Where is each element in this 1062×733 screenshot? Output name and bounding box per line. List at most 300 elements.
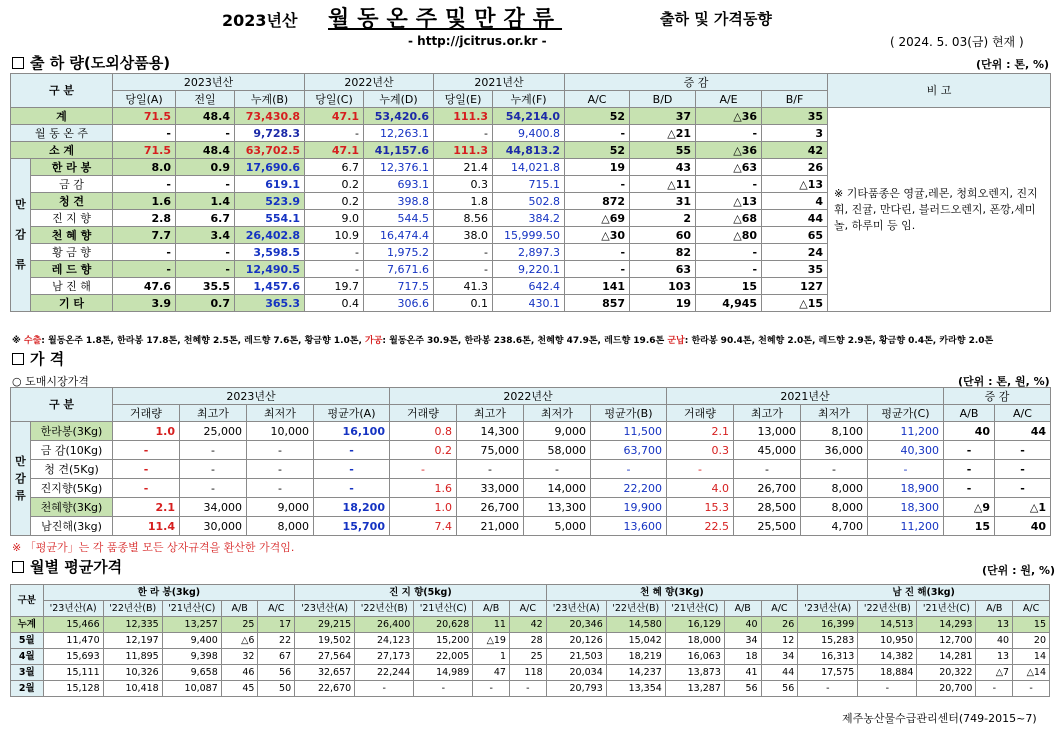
cell-0-9: 13,000 (734, 422, 801, 441)
cell-7-3: 10.9 (305, 227, 364, 244)
cell-7-4: 16,474.4 (364, 227, 434, 244)
cell-1-18: 40 (976, 633, 1013, 649)
cell-7-7: △30 (565, 227, 630, 244)
table-row (11, 498, 1051, 517)
cell-1-13: 34 (724, 633, 761, 649)
cell-3-3: 6.7 (305, 159, 364, 176)
cell-11-1: 0.7 (176, 295, 235, 312)
cell-2-9: - (734, 460, 801, 479)
cell-3-3: 46 (221, 665, 258, 681)
cell-9-7: - (565, 261, 630, 278)
cell-4-6: 13,300 (524, 498, 591, 517)
cell-0-4: 17 (258, 617, 295, 633)
col-sub-0: 거래량 (113, 405, 180, 422)
cell-7-2: 26,402.8 (235, 227, 305, 244)
cell-5-2: 523.9 (235, 193, 305, 210)
cell-1-7: 63,700 (591, 441, 667, 460)
cell-0-10: 35 (762, 108, 828, 125)
cell-2-14: 34 (761, 649, 798, 665)
cell-1-11: 40,300 (868, 441, 944, 460)
cell-2-4: - (390, 460, 457, 479)
cell-5-6: 502.8 (493, 193, 565, 210)
cell-2-4: 41,157.6 (364, 142, 434, 159)
cell-0-7: 52 (565, 108, 630, 125)
col-sub-4: 거래량 (390, 405, 457, 422)
cell-1-10: 36,000 (801, 441, 868, 460)
cell-0-17: 14,293 (917, 617, 976, 633)
cell-4-2: 9,000 (247, 498, 314, 517)
cell-5-1: 30,000 (180, 517, 247, 536)
cell-2-17: 14,281 (917, 649, 976, 665)
row-label: 계 (11, 108, 113, 125)
cell-4-7: - (414, 681, 473, 697)
cell-0-10: 20,346 (546, 617, 606, 633)
cell-1-1: - (180, 441, 247, 460)
cell-1-4: 22 (258, 633, 295, 649)
cell-2-11: 18,219 (606, 649, 665, 665)
cell-6-2: 554.1 (235, 210, 305, 227)
cell-4-16: - (858, 681, 917, 697)
cell-1-3: - (314, 441, 390, 460)
table-row (11, 460, 1051, 479)
cell-0-16: 14,513 (858, 617, 917, 633)
row-label: 누계 (11, 617, 44, 633)
cell-2-5: 111.3 (434, 142, 493, 159)
cell-4-0: 15,128 (43, 681, 103, 697)
cell-1-9: 28 (509, 633, 546, 649)
cell-8-9: - (696, 244, 762, 261)
cell-4-13: △1 (995, 498, 1051, 517)
col-sub-1-3: A/B (473, 601, 510, 617)
cell-4-10: 8,000 (801, 498, 868, 517)
row-label: 기 타 (31, 295, 113, 312)
cell-3-9: 118 (509, 665, 546, 681)
cell-3-3: - (314, 479, 390, 498)
cell-1-15: 15,283 (798, 633, 858, 649)
cell-6-10: 44 (762, 210, 828, 227)
col-sub-1: 최고가 (180, 405, 247, 422)
row-label: 금 감(10Kg) (31, 441, 113, 460)
cell-3-1: 10,326 (103, 665, 162, 681)
cell-9-5: - (434, 261, 493, 278)
cell-2-0: 71.5 (113, 142, 176, 159)
cell-2-10: 42 (762, 142, 828, 159)
cell-3-9: △63 (696, 159, 762, 176)
cell-3-12: 13,873 (665, 665, 724, 681)
col-sub-2-4: A/C (761, 601, 798, 617)
cell-2-7: 22,005 (414, 649, 473, 665)
cell-0-3: 47.1 (305, 108, 364, 125)
cell-4-5: 0.3 (434, 176, 493, 193)
cell-3-5: 21.4 (434, 159, 493, 176)
col-sub-6: 최저가 (524, 405, 591, 422)
cell-7-10: 65 (762, 227, 828, 244)
row-label: 남진해(3kg) (31, 517, 113, 536)
col-sub-0-4: A/C (258, 601, 295, 617)
cell-5-0: 11.4 (113, 517, 180, 536)
shipment-section-title: 출 하 량(도외상품용) (12, 52, 170, 73)
cell-4-8: △11 (630, 176, 696, 193)
cell-2-10: 21,503 (546, 649, 606, 665)
row-label: 한라봉(3Kg) (31, 422, 113, 441)
site-url[interactable]: - http://jcitrus.or.kr - (408, 34, 547, 48)
cell-1-3: △6 (221, 633, 258, 649)
cell-0-13: 40 (724, 617, 761, 633)
cell-8-8: 82 (630, 244, 696, 261)
cell-2-7: - (591, 460, 667, 479)
cell-4-0: 2.1 (113, 498, 180, 517)
cell-2-8: 1 (473, 649, 510, 665)
cell-4-1: - (176, 176, 235, 193)
cell-7-1: 3.4 (176, 227, 235, 244)
cell-2-9: △36 (696, 142, 762, 159)
cell-10-5: 41.3 (434, 278, 493, 295)
col-sub-3-0: '23년산(A) (798, 601, 858, 617)
cell-4-1: 10,418 (103, 681, 162, 697)
cell-1-1: 12,197 (103, 633, 162, 649)
cell-9-2: 12,490.5 (235, 261, 305, 278)
cell-3-8: 47 (473, 665, 510, 681)
cell-5-10: 4,700 (801, 517, 868, 536)
cell-4-17: 20,700 (917, 681, 976, 697)
checkbox-icon (12, 561, 24, 573)
cell-1-16: 10,950 (858, 633, 917, 649)
cell-5-2: 8,000 (247, 517, 314, 536)
cell-4-6: - (355, 681, 414, 697)
cell-11-2: 365.3 (235, 295, 305, 312)
title-year: 2023년산 (222, 11, 298, 30)
cell-11-5: 0.1 (434, 295, 493, 312)
cell-4-1: 34,000 (180, 498, 247, 517)
cell-9-3: - (305, 261, 364, 278)
cell-6-4: 544.5 (364, 210, 434, 227)
cell-5-13: 40 (995, 517, 1051, 536)
cell-2-3: 32 (221, 649, 258, 665)
cell-1-0: - (113, 441, 180, 460)
col-sub-9: 최고가 (734, 405, 801, 422)
cell-6-5: 8.56 (434, 210, 493, 227)
cell-11-9: 4,945 (696, 295, 762, 312)
col-sub-1: 전일 (176, 91, 235, 108)
table-row (11, 649, 1050, 665)
col-sub-9: A/E (696, 91, 762, 108)
shipment-footnote: ※ 수출: 월동온주 1.8톤, 한라봉 17.8톤, 천혜향 2.5톤, 레드향 7.6톤, 황금향 1.0톤, 가공: 월동온주 30.9톤, 한라봉 238.6톤, 천혜향 47.9톤, 레드향 19.6톤 군납: 한라봉 90.4톤, 천혜향 2.0톤, 레드향 2.9톤, 황금향 0.4톤, 카라향 2.0톤 (12, 336, 994, 346)
row-label: 5월 (11, 633, 44, 649)
col-diff: 증 감 (565, 74, 828, 91)
cell-1-8: △21 (630, 125, 696, 142)
cell-10-0: 47.6 (113, 278, 176, 295)
cell-0-8: 37 (630, 108, 696, 125)
cell-10-4: 717.5 (364, 278, 434, 295)
cell-4-0: - (113, 176, 176, 193)
cell-8-1: - (176, 244, 235, 261)
cell-3-4: 56 (258, 665, 295, 681)
cell-2-19: 14 (1013, 649, 1050, 665)
row-label: 3월 (11, 665, 44, 681)
row-label: 천혜향(3Kg) (31, 498, 113, 517)
row-label: 레 드 향 (31, 261, 113, 278)
cell-7-6: 15,999.50 (493, 227, 565, 244)
col-sub-0-2: '21년산(C) (162, 601, 221, 617)
cell-1-8: △19 (473, 633, 510, 649)
side-label-mangam: 만감류 (11, 422, 31, 536)
col-sub-8: B/D (630, 91, 696, 108)
cell-3-2: - (247, 479, 314, 498)
cell-4-9: - (696, 176, 762, 193)
col-year-2021: 2021년산 (434, 74, 565, 91)
price-table (10, 387, 1051, 536)
cell-2-5: - (457, 460, 524, 479)
cell-9-8: 63 (630, 261, 696, 278)
cell-11-3: 0.4 (305, 295, 364, 312)
cell-4-4: 1.0 (390, 498, 457, 517)
cell-0-18: 13 (976, 617, 1013, 633)
price-subsection: ○ 도매시장가격 (12, 375, 89, 388)
row-label: 청 견(5Kg) (31, 460, 113, 479)
row-label: 금 감 (31, 176, 113, 193)
cell-4-6: 715.1 (493, 176, 565, 193)
cell-5-4: 7.4 (390, 517, 457, 536)
cell-0-12: 40 (944, 422, 995, 441)
col-sub-2: 누계(B) (235, 91, 305, 108)
cell-8-3: - (305, 244, 364, 261)
cell-4-4: 693.1 (364, 176, 434, 193)
col-sub-0-0: '23년산(A) (43, 601, 103, 617)
side-label-mangam: 만감류 (11, 159, 31, 312)
cell-10-6: 642.4 (493, 278, 565, 295)
cell-3-7: 14,989 (414, 665, 473, 681)
cell-9-10: 35 (762, 261, 828, 278)
col-gubun: 구 분 (11, 388, 113, 422)
cell-1-0: - (113, 125, 176, 142)
cell-1-10: 3 (762, 125, 828, 142)
col-sub-0-3: A/B (221, 601, 258, 617)
cell-3-14: 44 (761, 665, 798, 681)
cell-8-10: 24 (762, 244, 828, 261)
table-row (11, 441, 1051, 460)
cell-1-4: 12,263.1 (364, 125, 434, 142)
col-sub-3-1: '22년산(B) (858, 601, 917, 617)
cell-2-0: - (113, 460, 180, 479)
cell-0-3: 25 (221, 617, 258, 633)
checkbox-icon (12, 353, 24, 365)
cell-11-0: 3.9 (113, 295, 176, 312)
cell-2-8: - (667, 460, 734, 479)
col-sub-12: A/B (944, 405, 995, 422)
cell-0-14: 26 (761, 617, 798, 633)
cell-2-5: 27,564 (295, 649, 355, 665)
table-row (11, 617, 1050, 633)
col-sub-1-2: '21년산(C) (414, 601, 473, 617)
row-label: 진 지 향 (31, 210, 113, 227)
cell-10-7: 141 (565, 278, 630, 295)
cell-0-6: 54,214.0 (493, 108, 565, 125)
cell-2-16: 14,382 (858, 649, 917, 665)
col-year-2023: 2023년산 (113, 74, 305, 91)
group-0: 한 라 봉(3kg) (43, 585, 295, 601)
cell-0-2: 10,000 (247, 422, 314, 441)
group-3: 남 진 해(3kg) (798, 585, 1050, 601)
col-year-2022: 2022년산 (390, 388, 667, 405)
cell-1-2: 9,728.3 (235, 125, 305, 142)
cell-11-10: △15 (762, 295, 828, 312)
cell-0-9: △36 (696, 108, 762, 125)
cell-2-6: 27,173 (355, 649, 414, 665)
col-sub-1-0: '23년산(A) (295, 601, 355, 617)
cell-10-1: 35.5 (176, 278, 235, 295)
cell-0-0: 71.5 (113, 108, 176, 125)
monthly-section-title: 월별 평균가격 (12, 556, 122, 577)
cell-3-10: 8,000 (801, 479, 868, 498)
cell-1-9: - (696, 125, 762, 142)
cell-2-13: 18 (724, 649, 761, 665)
col-sub-3-4: A/C (1013, 601, 1050, 617)
cell-3-0: 8.0 (113, 159, 176, 176)
cell-10-10: 127 (762, 278, 828, 295)
col-sub-1-1: '22년산(B) (355, 601, 414, 617)
cell-10-9: 15 (696, 278, 762, 295)
cell-5-9: 25,500 (734, 517, 801, 536)
cell-2-9: 25 (509, 649, 546, 665)
col-sub-1-4: A/C (509, 601, 546, 617)
cell-10-3: 19.7 (305, 278, 364, 295)
cell-5-8: 31 (630, 193, 696, 210)
cell-3-6: 14,000 (524, 479, 591, 498)
cell-4-3: 18,200 (314, 498, 390, 517)
cell-0-9: 42 (509, 617, 546, 633)
col-sub-7: A/C (565, 91, 630, 108)
table-row (11, 665, 1050, 681)
cell-8-0: - (113, 244, 176, 261)
cell-1-8: 0.3 (667, 441, 734, 460)
group-1: 진 지 향(5kg) (295, 585, 547, 601)
col-sub-2-0: '23년산(A) (546, 601, 606, 617)
row-label: 천 혜 향 (31, 227, 113, 244)
cell-1-5: 75,000 (457, 441, 524, 460)
cell-3-10: 26 (762, 159, 828, 176)
cell-2-8: 55 (630, 142, 696, 159)
cell-2-2: 63,702.5 (235, 142, 305, 159)
cell-2-3: 47.1 (305, 142, 364, 159)
cell-3-16: 18,884 (858, 665, 917, 681)
cell-6-1: 6.7 (176, 210, 235, 227)
cell-2-11: - (868, 460, 944, 479)
cell-2-4: 67 (258, 649, 295, 665)
group-2: 천 혜 향(3Kg) (546, 585, 798, 601)
cell-0-1: 48.4 (176, 108, 235, 125)
cell-9-9: - (696, 261, 762, 278)
cell-9-4: 7,671.6 (364, 261, 434, 278)
cell-4-9: - (509, 681, 546, 697)
col-sub-4: 누계(D) (364, 91, 434, 108)
cell-2-2: 9,398 (162, 649, 221, 665)
cell-7-8: 60 (630, 227, 696, 244)
cell-4-14: 56 (761, 681, 798, 697)
col-year-2021: 2021년산 (667, 388, 944, 405)
col-year-2022: 2022년산 (305, 74, 434, 91)
cell-2-13: - (995, 460, 1051, 479)
cell-0-4: 53,420.6 (364, 108, 434, 125)
cell-2-15: 16,313 (798, 649, 858, 665)
cell-4-15: - (798, 681, 858, 697)
cell-2-1: - (180, 460, 247, 479)
cell-10-2: 1,457.6 (235, 278, 305, 295)
cell-3-12: - (944, 479, 995, 498)
cell-2-3: - (314, 460, 390, 479)
cell-0-8: 2.1 (667, 422, 734, 441)
col-sub-7: 평균가(B) (591, 405, 667, 422)
cell-4-3: 0.2 (305, 176, 364, 193)
cell-6-3: 9.0 (305, 210, 364, 227)
cell-11-7: 857 (565, 295, 630, 312)
cell-5-12: 15 (944, 517, 995, 536)
cell-1-2: 9,400 (162, 633, 221, 649)
cell-5-1: 1.4 (176, 193, 235, 210)
cell-5-10: 4 (762, 193, 828, 210)
cell-4-11: 18,300 (868, 498, 944, 517)
cell-8-5: - (434, 244, 493, 261)
monthly-unit: (단위 : 원, %) (982, 564, 1056, 577)
cell-3-9: 26,700 (734, 479, 801, 498)
cell-4-2: 619.1 (235, 176, 305, 193)
cell-1-10: 20,126 (546, 633, 606, 649)
cell-2-1: 48.4 (176, 142, 235, 159)
col-sub-0: 당일(A) (113, 91, 176, 108)
cell-6-0: 2.8 (113, 210, 176, 227)
col-sub-13: A/C (995, 405, 1051, 422)
cell-0-7: 11,500 (591, 422, 667, 441)
row-label: 청 견 (31, 193, 113, 210)
cell-0-3: 16,100 (314, 422, 390, 441)
page-subtitle: 출하 및 가격동향 (660, 10, 772, 28)
col-gubun: 구 분 (11, 74, 113, 108)
cell-0-8: 11 (473, 617, 510, 633)
table-row (11, 633, 1050, 649)
cell-8-2: 3,598.5 (235, 244, 305, 261)
cell-4-5: 22,670 (295, 681, 355, 697)
cell-4-7: 19,900 (591, 498, 667, 517)
cell-4-12: △9 (944, 498, 995, 517)
col-sub-2-1: '22년산(B) (606, 601, 665, 617)
cell-1-5: 19,502 (295, 633, 355, 649)
monthly-table (10, 584, 1050, 697)
table-row (11, 517, 1051, 536)
col-sub-3-3: A/B (976, 601, 1013, 617)
remark-cell (828, 108, 1051, 312)
cell-9-0: - (113, 261, 176, 278)
col-sub-11: 평균가(C) (868, 405, 944, 422)
cell-6-7: △69 (565, 210, 630, 227)
cell-2-1: 11,895 (103, 649, 162, 665)
cell-6-6: 384.2 (493, 210, 565, 227)
col-sub-2: 최저가 (247, 405, 314, 422)
cell-4-3: 45 (221, 681, 258, 697)
cell-4-11: 13,354 (606, 681, 665, 697)
cell-3-8: 4.0 (667, 479, 734, 498)
cell-5-5: 21,000 (457, 517, 524, 536)
cell-4-13: 56 (724, 681, 761, 697)
row-label: 진지향(5Kg) (31, 479, 113, 498)
cell-1-6: 24,123 (355, 633, 414, 649)
col-sub-5: 최고가 (457, 405, 524, 422)
cell-5-7: 872 (565, 193, 630, 210)
cell-9-1: - (176, 261, 235, 278)
cell-0-13: 44 (995, 422, 1051, 441)
cell-3-4: 12,376.1 (364, 159, 434, 176)
cell-4-2: 10,087 (162, 681, 221, 697)
table-row (11, 108, 1051, 125)
cell-9-6: 9,220.1 (493, 261, 565, 278)
